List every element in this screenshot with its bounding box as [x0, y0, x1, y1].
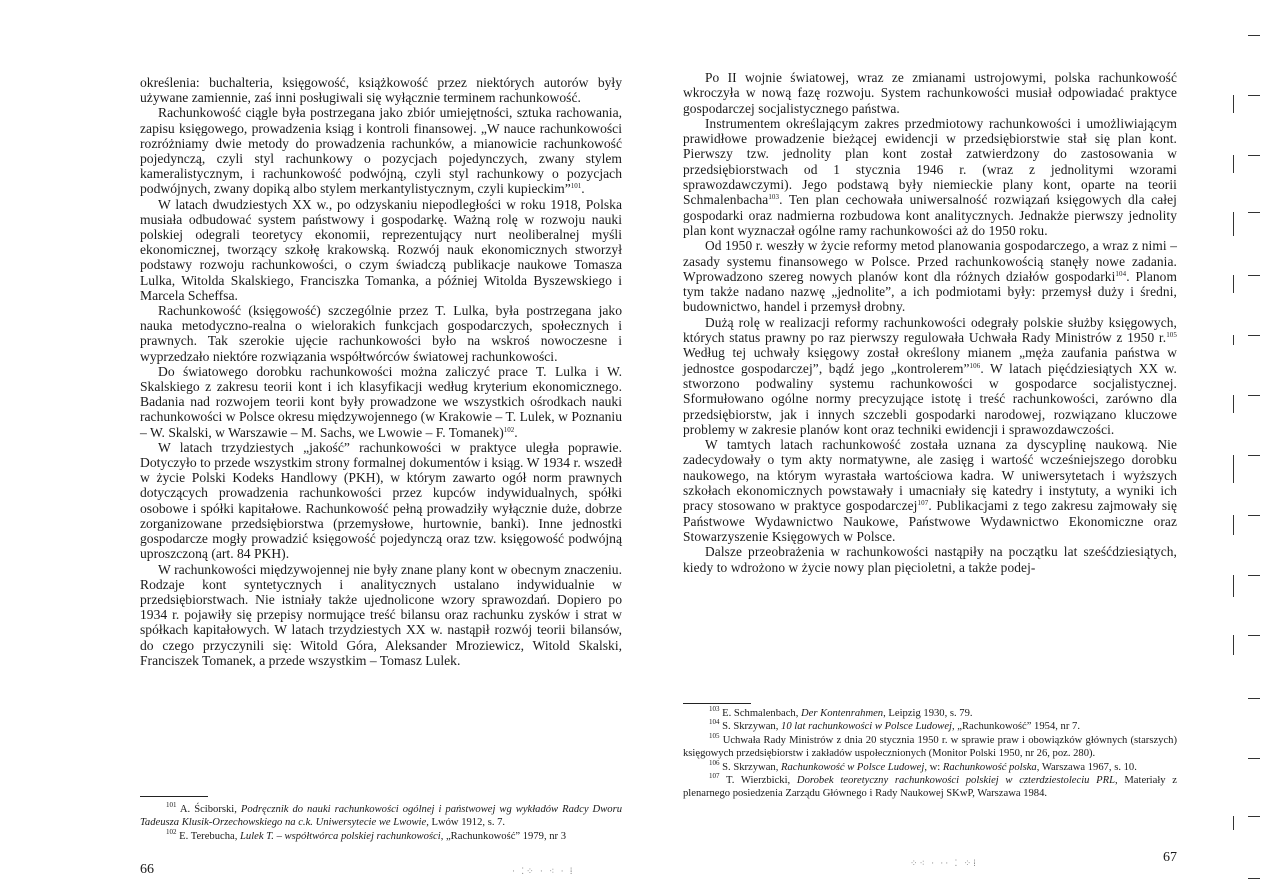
paragraph: Instrumentem określającym zakres przedmiotowy rachunkowości i umożliwiającym prawidłowe prowadzenie bieżącej ewidencji w przedsiębiorstwie stał się plan kont. Pierwszy tzw. jednolity plan kont został zatwierdzony do zastosowania w przedsiębiorstwach od 1 stycznia 1946 r. (wraz z jednolitymi wzorami sprawozdawczymi). Jego podstawą były niemieckie plany kont, oparte na teorii Schmalenbacha$^{103}$. Ten plan cechowała uniwersalność rozwiązań księgowych dla całej gospodarki oraz nadmierna rozbudowa kont analitycznych. Jednakże pierwszy jednolity plan kont wyznaczał ogólne ramy rachunkowości aż do 1950 roku.	[683, 115, 1177, 238]
footnote-ref[interactable]: 101	[570, 182, 582, 191]
footnote-ref[interactable]: 104	[1115, 269, 1127, 278]
paragraph: Dużą rolę w realizacji reformy rachunkowości odegrały polskie służby księgowych, których status prawny po raz pierwszy regulowała Uchwała Rady Ministrów z 1950 r.$^{105}$ Według tej uchwały księgowy został określony mianem „męża zaufania państwa w jednostce gospodarczej”, bądź jego „kontrolerem”$^{106}$. W latach pięćdziesiątych XX w. stworzono podwaliny systemu rachunkowości w gospodarce socjalistycznej. Sformułowano ogólne normy precyzujące istotę i treść rachunkowości, zarówno dla przedsiębiorstw, jak i innych szczebli gospodarki narodowej, rozwiązano kluczowe problemy w zakresie planów kont oraz techniki ewidencji i sprawozdawczości.	[683, 314, 1177, 437]
paragraph: Rachunkowość ciągle była postrzegana jako zbiór umiejętności, sztuka rachowania, zapisu księgowego, prowadzenia ksiąg i kontroli finansowej. „W nauce rachunkowości rozróżniamy dwie metody do prowadzenia rachunków, a mianowicie rachunkowość pojedynczą, czyli styl rachunkowy o pozycjach pojedynczych, zwany stylem kameralistycznym, i rachunkowość podwójną, czyli styl rachunkowy o pozycjach podwójnych, zwany dopiką albo stylem merkantylistycznym, czyli kupieckim”$^{101}$.	[140, 105, 622, 197]
page-edge-artifacts	[1225, 20, 1263, 893]
paragraph: Dalsze przeobrażenia w rachunkowości nastąpiły na początku lat sześćdziesiątych, kiedy to wdrożono w życie nowy plan pięcioletni, a także podej-	[683, 544, 1177, 575]
paragraph: W latach trzydziestych „jakość” rachunkowości w praktyce uległa poprawie. Dotyczyło to przede wszystkim strony formalnej dokumentów i ksiąg. W 1934 r. wszedł w życie Polski Kodeks Handlowy (PKH), w którym zawarto ogół norm prawnych dotyczących prowadzenia rachunkowości przez kupców indywidualnych, spółki osobowe i spółki kapitałowe. Rachunkowość pełną prowadziły wyłącznie duże, dobrze zorganizowane przedsiębiorstwa (przemysłowe, hurtownie, banki). Inne jednostki gospodarcze mogły prowadzić księgowość pojedynczą oraz tzw. księgowość podwójną uproszczoną (art. 84 PKH).	[140, 439, 622, 562]
footnote: $^{106}$ S. Skrzywan, Rachunkowość w Polsce Ludowej, w: Rachunkowość polska, Warszawa 1967, s. 10.	[709, 758, 1137, 773]
paragraph: W latach dwudziestych XX w., po odzyskaniu niepodległości w roku 1918, Polska musiała odbudować system państwowy i gospodarkę. Ważną rolę w rozwoju nauki polskiej odegrali teoretycy ekonomii, reprezentujący nurt neoliberalnej myśli ekonomicznej, tworzący szkołę krakowską. Rozwój nauk ekonomicznych stworzył podstawy rozwoju rachunkowości, o czym świadczą publikacje naukowe Tomasza Lulka, Witolda Skalskiego, Franciszka Tomanka, a później Witolda Byszewskiego i Marcela Scheffsa.	[140, 196, 622, 303]
footnote: $^{107}$ T. Wierzbicki, Dorobek teoretyczny rachunkowości polskiej w czterdziestoleciu PRL, Materiały z plenarnego posiedzenia Zarządu Głównego i Rady Naukowej SKwP, Warszawa 1984.	[683, 772, 1177, 800]
left-body-text	[140, 75, 622, 668]
footnote-ref[interactable]: 103	[768, 193, 780, 202]
right-body-text	[683, 70, 1177, 575]
paragraph: Rachunkowość (księgowość) szczególnie przez T. Lulka, była postrzegana jako nauka metodyczno-realna o wielorakich funkcjach gospodarczych, społecznych i prawnych. Tak szerokie ujęcie rachunkowości było na wskroś nowoczesne i wyprzedzało niektóre rozwiązania współtwórców światowej rachunkowości.	[140, 303, 622, 364]
footnote: $^{102}$ E. Terebucha, Lulek T. – współtwórca polskiej rachunkowości, „Rachunkowość” 1979, nr 3	[166, 827, 567, 842]
page-number: 67	[1163, 850, 1177, 865]
footnote: $^{101}$ A. Ściborski, Podręcznik do nauki rachunkowości ogólnej i państwowej wg wykładów Radcy Dworu Tadeusza Klusik-Orzechowskiego na c.k. Uniwersytecie we Lwowie, Lwów 1912, s. 7.	[140, 801, 622, 829]
paragraph: Od 1950 r. weszły w życie reformy metod planowania gospodarczego, a wraz z nimi – zasady systemu finansowego w Polsce. Przed rachunkowością stanęły nowe zadania. Wprowadzono szereg nowych planów kont dla różnych działów gospodarki$^{104}$. Planom tym także nadano nazwę „jednolite”, a ich podmiotami były: przemysł duży i średni, budownictwo, handel i przemysł drobny.	[683, 238, 1177, 315]
page-number: 66	[140, 862, 154, 877]
footnote: $^{104}$ S. Skrzywan, 10 lat rachunkowości w Polsce Ludowej, „Rachunkowość” 1954, nr 7.	[709, 718, 1080, 733]
right-footnotes	[683, 707, 1177, 801]
footnote-ref[interactable]: 106	[969, 361, 981, 370]
paragraph: Do światowego dorobku rachunkowości można zaliczyć prace T. Lulka i W. Skalskiego z zakresu teorii kont i ich klasyfikacji według kryterium ekonomicznego. Badania nad rozwojem teorii kont były prowadzone we wszystkich ośrodkach nauki rachunkowości w Polsce okresu międzywojennego (w Krakowie – T. Lulek, w Poznaniu – W. Skalski, w Warszawie – M. Sachs, we Lwowie – F. Tomanek)$^{102}$.	[140, 363, 622, 440]
paragraph: W tamtych latach rachunkowość została uznana za dyscyplinę naukową. Nie zadecydowały o tym akty normatywne, ale zasięg i wartość wcześniejszego dorobku naukowego, na którym wyrastała wartościowa kadra. W uniwersytetach i wyższych szkołach ekonomicznych powstawały i umacniały się katedry i instytuty, a wyniki ich pracy stosowano w praktyce gospodarczej$^{107}$. Publikacjami z tego zakresu zajmowały się Państwowe Wydawnictwo Naukowe, Państwowe Wydawnictwo Ekonomiczne oraz Stowarzyszenie Księgowych w Polsce.	[683, 437, 1177, 544]
footnote-ref[interactable]: 107	[917, 499, 929, 508]
paragraph: określenia: buchalteria, księgowość, książkowość przez niektórych autorów były używane zamiennie, zaś inni posługiwali się wyłącznie terminem rachunkowość.	[140, 75, 622, 106]
footnote-ref[interactable]: 102	[503, 425, 515, 434]
footnote: $^{103}$ E. Schmalenbach, Der Kontenrahmen, Leipzig 1930, s. 79.	[709, 705, 973, 719]
footnote: $^{105}$ Uchwała Rady Ministrów z dnia 20 stycznia 1950 r. w sprawie praw i obowiązków głównych (starszych) księgowych przedsiębiorstw i zakładów uspołecznionych (Monitor Polski 1950, nr 26, poz. 280).	[683, 731, 1177, 760]
scan-artifact: · ⁚⁘ · ⁖ · ⁞	[512, 866, 575, 876]
scan-artifact: ⁘⁖ · ·· ⁚ ⁘⁞	[910, 858, 978, 868]
paragraph: Po II wojnie światowej, wraz ze zmianami ustrojowymi, polska rachunkowość wkroczyła w nową fazę rozwoju. System rachunkowości musiał odpowiadać praktyce gospodarczej socjalistycznego państwa.	[683, 70, 1177, 116]
footnote-divider	[683, 703, 751, 704]
paragraph: W rachunkowości międzywojennej nie były znane plany kont w obecnym znaczeniu. Rodzaje kont syntetycznych i analitycznych ustalano indywidualnie w przedsiębiorstwach. Nie istniały także ujednolicone wzory sprawozdań. Dopiero po 1934 r. pojawiły się przepisy normujące treść bilansu oraz rachunku zysków i strat w spółkach kapitałowych. W latach trzydziestych XX w. nastąpił rozwój teorii bilansów, do czego przyczynili się: Witold Góra, Aleksander Mroziewicz, Witold Skalski, Franciszek Tomanek, a przede wszystkim – Tomasz Lulek.	[140, 561, 622, 668]
left-footnotes	[140, 803, 622, 843]
footnote-divider	[140, 796, 208, 797]
footnote-ref[interactable]: 105	[1166, 331, 1177, 340]
